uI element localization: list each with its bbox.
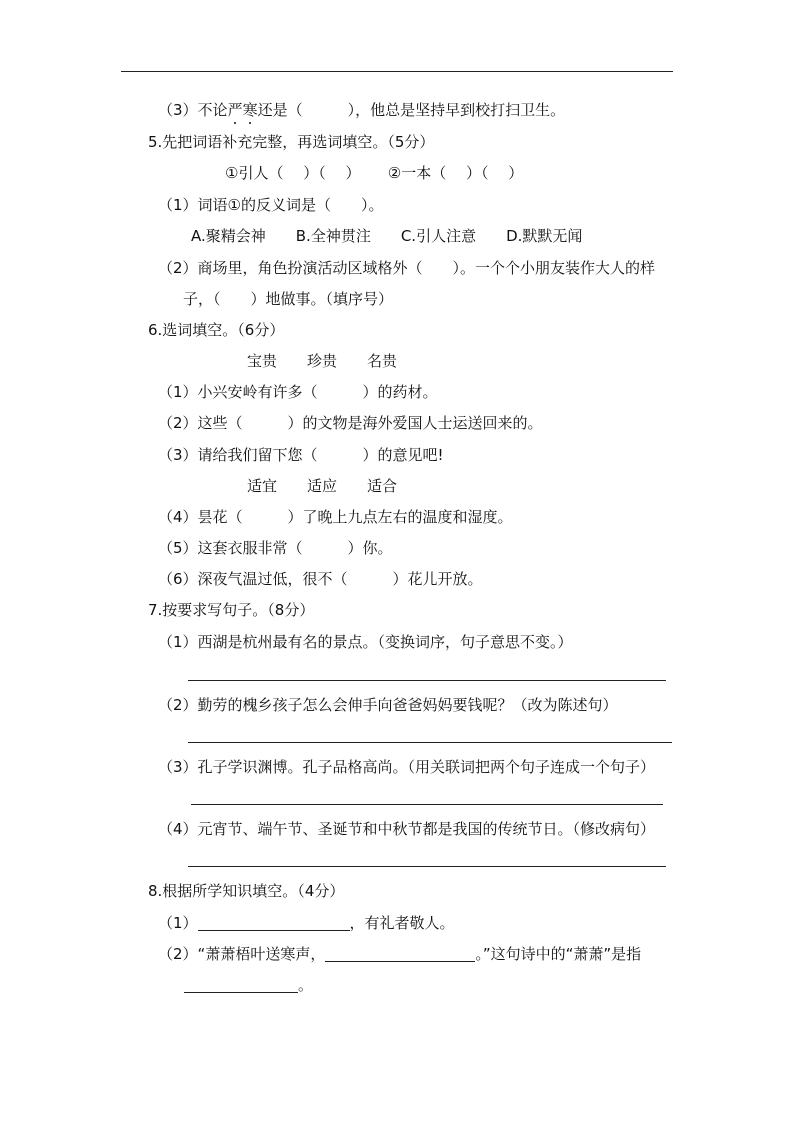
question-6-sentence-4: （4）昙花（ ）了晚上九点左右的温度和湿度。 <box>158 508 513 526</box>
question-5-options: A.聚精会神 B.全神贯注 C.引人注意 D.默默无闻 <box>191 227 583 245</box>
question-6-sentence-1: （1）小兴安岭有许多（ ）的药材。 <box>158 383 438 401</box>
question-6-word-group-1: 宝贵 珍贵 名贵 <box>247 352 398 370</box>
answer-line[interactable] <box>188 680 666 681</box>
text: 。”这句诗中的“萧萧”是指 <box>475 945 642 963</box>
text: （2）“萧萧梧叶送寒声， <box>158 945 326 963</box>
question-4-item-3 <box>158 100 565 120</box>
fill-blank[interactable] <box>325 945 475 962</box>
question-6-sentence-5: （5）这套衣服非常（ ）你。 <box>158 539 393 557</box>
question-6-sentence-2: （2）这些（ ）的文物是海外爱国人士运送回来的。 <box>158 414 543 432</box>
fill-blank[interactable] <box>184 976 298 993</box>
fill-blank[interactable] <box>198 914 350 931</box>
text: ，有礼者敬人。 <box>349 914 455 932</box>
item-label: （1） <box>158 914 198 932</box>
answer-line[interactable] <box>188 866 666 867</box>
item-label: （3） <box>158 101 198 119</box>
text: 还是（ ），他总是坚持早到校打扫卫生。 <box>257 101 566 119</box>
question-8-sentence-2-end <box>184 975 313 995</box>
header-rule <box>121 71 673 72</box>
text: 。 <box>298 976 314 994</box>
question-6-sentence-6: （6）深夜气温过低，很不（ ）花儿开放。 <box>158 570 483 588</box>
answer-line[interactable] <box>188 742 672 743</box>
answer-line[interactable] <box>191 804 663 805</box>
emphasis-char: 严 <box>227 101 243 119</box>
question-7-sentence-2: （2）勤劳的槐乡孩子怎么会伸手向爸爸妈妈要钱呢？（改为陈述句） <box>158 696 618 714</box>
question-8-title: 8.根据所学知识填空。（4分） <box>148 882 345 900</box>
emphasis-char: 寒 <box>242 101 258 119</box>
question-5-words: ①引人（ ）（ ） ②一本（ ）（ ） <box>225 164 524 182</box>
question-5-sentence-1: （1）词语①的反义词是（ ）。 <box>158 196 384 214</box>
question-7-sentence-3: （3）孔子学识渊博。孔子品格高尚。（用关联词把两个句子连成一个句子） <box>158 758 656 776</box>
question-5-title: 5.先把词语补充完整，再选词填空。（5分） <box>148 133 435 151</box>
question-6-word-group-2: 适宜 适应 适合 <box>247 477 398 495</box>
question-8-sentence-1 <box>158 913 455 933</box>
question-7-sentence-1: （1）西湖是杭州最有名的景点。（变换词序，句子意思不变。） <box>158 633 573 651</box>
question-6-sentence-3: （3）请给我们留下您（ ）的意见吧! <box>158 446 444 464</box>
text: 不论 <box>197 101 228 119</box>
question-7-sentence-4: （4）元宵节、端午节、圣诞节和中秋节都是我国的传统节日。（修改病句） <box>158 820 656 838</box>
question-8-sentence-2 <box>158 944 641 964</box>
question-7-title: 7.按要求写句子。（8分） <box>148 601 315 619</box>
question-6-title: 6.选词填空。（6分） <box>148 321 285 339</box>
question-5-sentence-2-line-1: （2）商场里，角色扮演活动区域格外（ ）。一个个小朋友装作大人的样 <box>158 259 656 277</box>
question-5-sentence-2-line-2: 子，（ ）地做事。（填序号） <box>183 290 394 308</box>
